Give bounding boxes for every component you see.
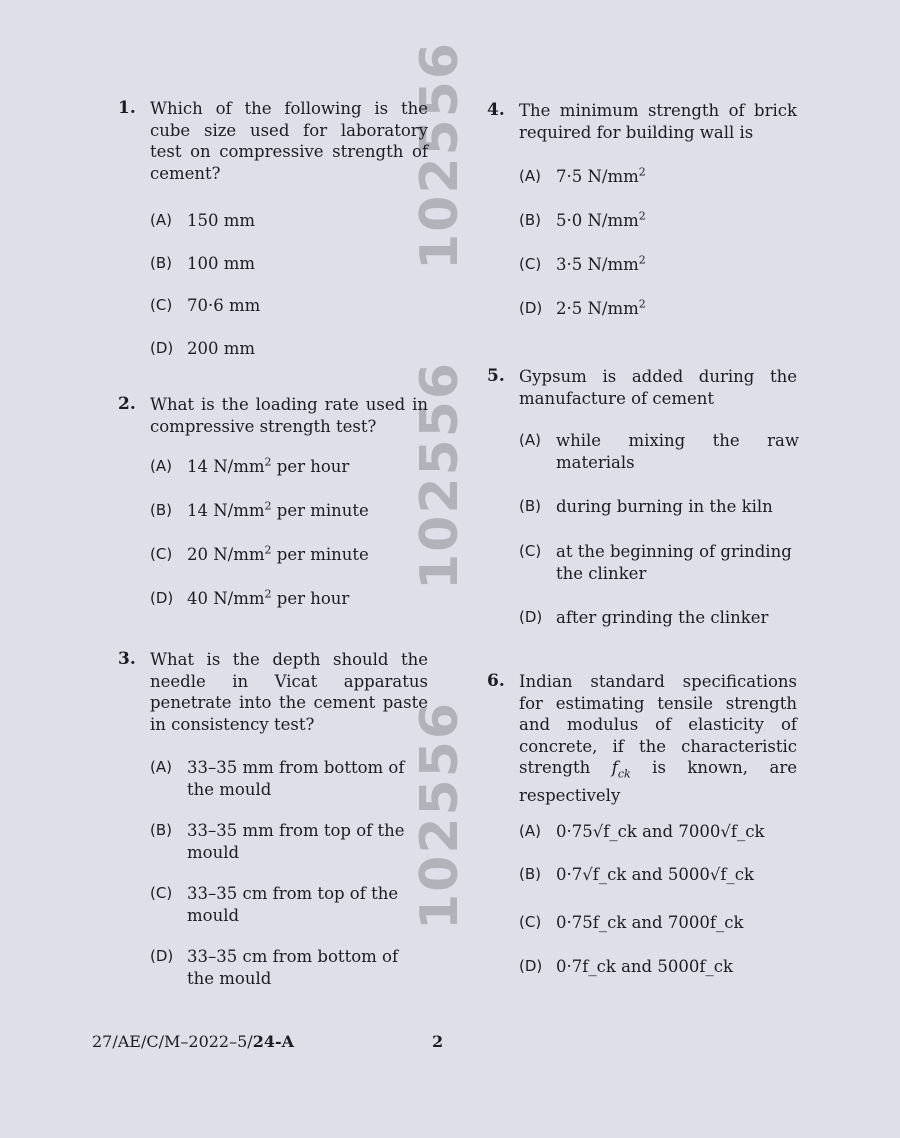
option-b — [150, 500, 430, 522]
option-label: (D) — [519, 957, 543, 975]
option-a — [519, 821, 799, 843]
option-label: (B) — [150, 821, 172, 839]
question-text: The minimum strength of brick required for building wall is — [519, 101, 797, 142]
option-label: (B) — [519, 865, 541, 883]
option-text: after grinding the clinker — [556, 608, 769, 627]
option-label: (A) — [150, 758, 172, 776]
option-text: 14 $N/mm^2$ per minute — [187, 499, 369, 520]
option-text: at the beginning of grinding the clinker — [556, 542, 792, 583]
option-label: (C) — [519, 255, 542, 273]
option-a — [150, 456, 430, 478]
option-label: (A) — [519, 822, 541, 840]
option-text: 33–35 mm from top of the mould — [187, 821, 405, 862]
paper-code: 27/AE/C/M–2022–5/24-A — [92, 1032, 295, 1051]
watermark-serial: 102556 — [410, 40, 470, 270]
option-d — [519, 298, 799, 320]
question-text: Gypsum is added during the manufacture of cement — [519, 367, 797, 408]
option-text: 5·0 $N/mm^2$ — [556, 209, 646, 230]
question-number: 4. — [487, 100, 505, 120]
option-c — [519, 254, 799, 276]
option-d — [150, 338, 430, 360]
option-label: (B) — [519, 497, 541, 515]
question-text: What is the depth should the needle in Vicat apparatus penetrate into the cement paste in consistency test? — [150, 650, 428, 734]
option-c — [150, 883, 430, 926]
question-number: 5. — [487, 366, 505, 386]
option-b — [150, 253, 430, 275]
question-number: 1. — [118, 98, 136, 118]
option-text: while mixing the raw materials — [556, 431, 799, 472]
question-text: What is the loading rate used in compressive strength test? — [150, 395, 428, 436]
option-label: (C) — [150, 545, 173, 563]
option-text: 2·5 $N/mm^2$ — [556, 297, 646, 318]
option-b — [150, 820, 430, 863]
question-4 — [487, 100, 797, 318]
option-text: 33–35 cm from bottom of the mould — [187, 947, 399, 988]
option-label: (A) — [150, 457, 172, 475]
option-text: 0·75f_ck and 7000f_ck — [556, 913, 744, 932]
option-text: 7·5 $N/mm^2$ — [556, 165, 646, 186]
question-number: 6. — [487, 671, 505, 691]
option-label: (D) — [519, 608, 543, 626]
option-text: during burning in the kiln — [556, 497, 773, 516]
option-text: 40 $N/mm^2$ per hour — [187, 587, 350, 608]
option-text: 0·75√f_ck and 7000√f_ck — [556, 822, 765, 841]
option-label: (A) — [519, 167, 541, 185]
question-number: 2. — [118, 394, 136, 414]
option-text: 33–35 cm from top of the mould — [187, 884, 399, 925]
watermark-serial: 102556 — [410, 360, 470, 590]
watermark-serial: 102556 — [410, 700, 470, 930]
option-text: 150 mm — [187, 211, 256, 230]
option-a — [150, 210, 430, 232]
option-text: 3·5 $N/mm^2$ — [556, 253, 646, 274]
option-a — [150, 757, 430, 800]
option-label: (C) — [519, 542, 542, 560]
option-b — [519, 496, 799, 518]
option-d — [519, 956, 799, 978]
option-d — [150, 588, 430, 610]
page-number: 2 — [432, 1032, 444, 1051]
option-label: (C) — [150, 296, 173, 314]
option-b — [519, 210, 799, 232]
question-3 — [118, 649, 428, 988]
option-label: (B) — [519, 211, 541, 229]
option-text: 14 $N/mm^2$ per hour — [187, 455, 350, 476]
option-d — [150, 946, 430, 989]
option-a — [519, 430, 799, 473]
option-c — [150, 544, 430, 566]
option-label: (D) — [150, 947, 174, 965]
question-text: Which of the following is the cube size used for laboratory test on compressive strength of cement? — [150, 99, 428, 183]
option-b — [519, 864, 799, 886]
option-label: (B) — [150, 501, 172, 519]
question-6 — [487, 671, 797, 976]
option-label: (D) — [150, 589, 174, 607]
option-text: 20 $N/mm^2$ per minute — [187, 543, 369, 564]
option-a — [519, 166, 799, 188]
question-text: Indian standard specifications for estimating tensile strength and modulus of elasticity of concrete, if the characteristic strength $f_{ck}$ is known, are respectively — [519, 672, 797, 805]
option-text: 0·7√f_ck and 5000√f_ck — [556, 865, 754, 884]
option-c — [150, 295, 430, 317]
option-text: 200 mm — [187, 339, 256, 358]
option-label: (D) — [150, 339, 174, 357]
option-text: 0·7f_ck and 5000f_ck — [556, 957, 733, 976]
option-text: 70·6 mm — [187, 296, 261, 315]
option-label: (C) — [150, 884, 173, 902]
option-d — [519, 607, 799, 629]
question-number: 3. — [118, 649, 136, 669]
option-label: (A) — [519, 431, 541, 449]
option-text: 33–35 mm from bottom of the mould — [187, 758, 405, 799]
option-label: (A) — [150, 211, 172, 229]
option-c — [519, 912, 799, 934]
option-label: (B) — [150, 254, 172, 272]
question-1 — [118, 98, 428, 358]
option-c — [519, 541, 799, 584]
question-2 — [118, 394, 428, 608]
question-5 — [487, 366, 799, 627]
option-text: 100 mm — [187, 254, 256, 273]
option-label: (C) — [519, 913, 542, 931]
option-label: (D) — [519, 299, 543, 317]
